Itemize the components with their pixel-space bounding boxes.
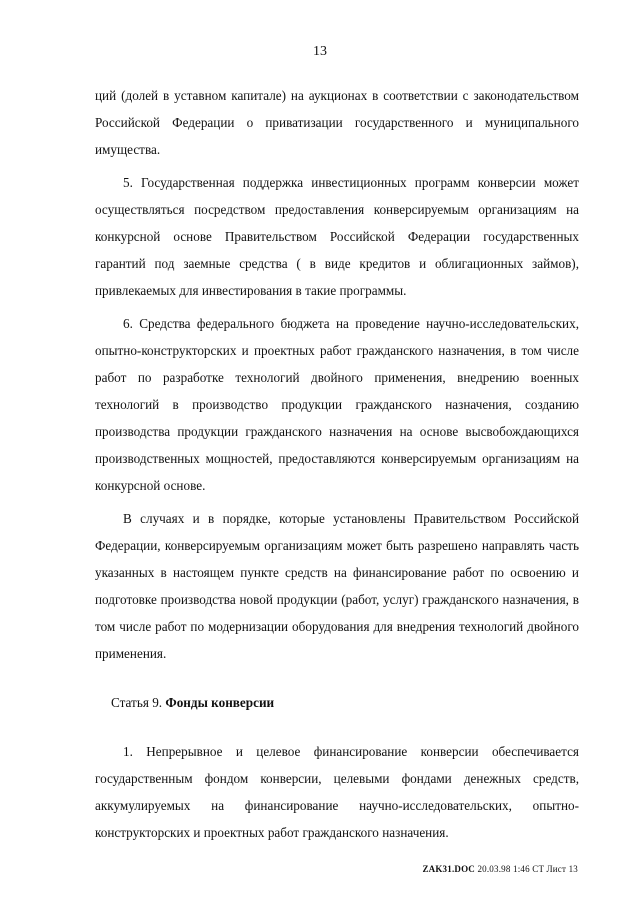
article-title: Фонды конверсии bbox=[165, 695, 275, 710]
footer-date: 20.03.98 bbox=[477, 864, 511, 874]
paragraph-item-6: 6. Средства федерального бюджета на проведение научно-исследовательских, опытно-конструкторских и проектных работ гражданского назначения, в том числе работ по разработке технологий двойного применения, внедрению военных технологий в производство продукции гражданского назначения, созданию производства продукции гражданского назначения на основе высвобождающихся производственных мощностей, предоставляются конверсируемым организациям на конкурсной основе. bbox=[95, 316, 579, 493]
page-number: 13 bbox=[313, 44, 327, 59]
footer-author: CT bbox=[532, 864, 545, 874]
paragraph-item-5: 5. Государственная поддержка инвестиционных программ конверсии может осуществляться посредством предоставления конверсируемым организациям на конкурсной основе Правительством Российской Федерации государственных гарантий под заемные средства ( в виде кредитов и облигационных займов), привлекаемых для инвестирования в такие программы. bbox=[95, 175, 579, 298]
article-prefix: Статья 9. bbox=[111, 695, 166, 710]
paragraph-continuation: ций (долей в уставном капитале) на аукционах в соответствии с законодательством Российской Федерации о приватизации государственного и муниципального имущества. bbox=[95, 88, 579, 157]
paragraph-article-9-item-1: 1. Непрерывное и целевое финансирование конверсии обеспечивается государственным фондом конверсии, целевыми фондами денежных средств, аккумулируемых на финансирование научно-исследовательских, опытно-конструкторских и проектных работ гражданского назначения. bbox=[95, 744, 579, 840]
document-footer bbox=[422, 864, 578, 874]
footer-time: 1:46 bbox=[513, 864, 530, 874]
footer-sheet-number: 13 bbox=[568, 864, 578, 874]
article-heading bbox=[95, 689, 579, 716]
document-body bbox=[95, 82, 579, 852]
footer-sheet-label: Лист bbox=[546, 864, 567, 874]
footer-file-name: ZAK31.DOC bbox=[422, 864, 475, 874]
paragraph-item-6-continued: В случаях и в порядке, которые установлены Правительством Российской Федерации, конверсируемым организациям может быть разрешено направлять часть указанных в настоящем пункте средств на финансирование работ по освоению и подготовке производства новой продукции (работ, услуг) гражданского назначения, в том числе работ по модернизации оборудования для внедрения технологий двойного применения. bbox=[95, 511, 579, 661]
